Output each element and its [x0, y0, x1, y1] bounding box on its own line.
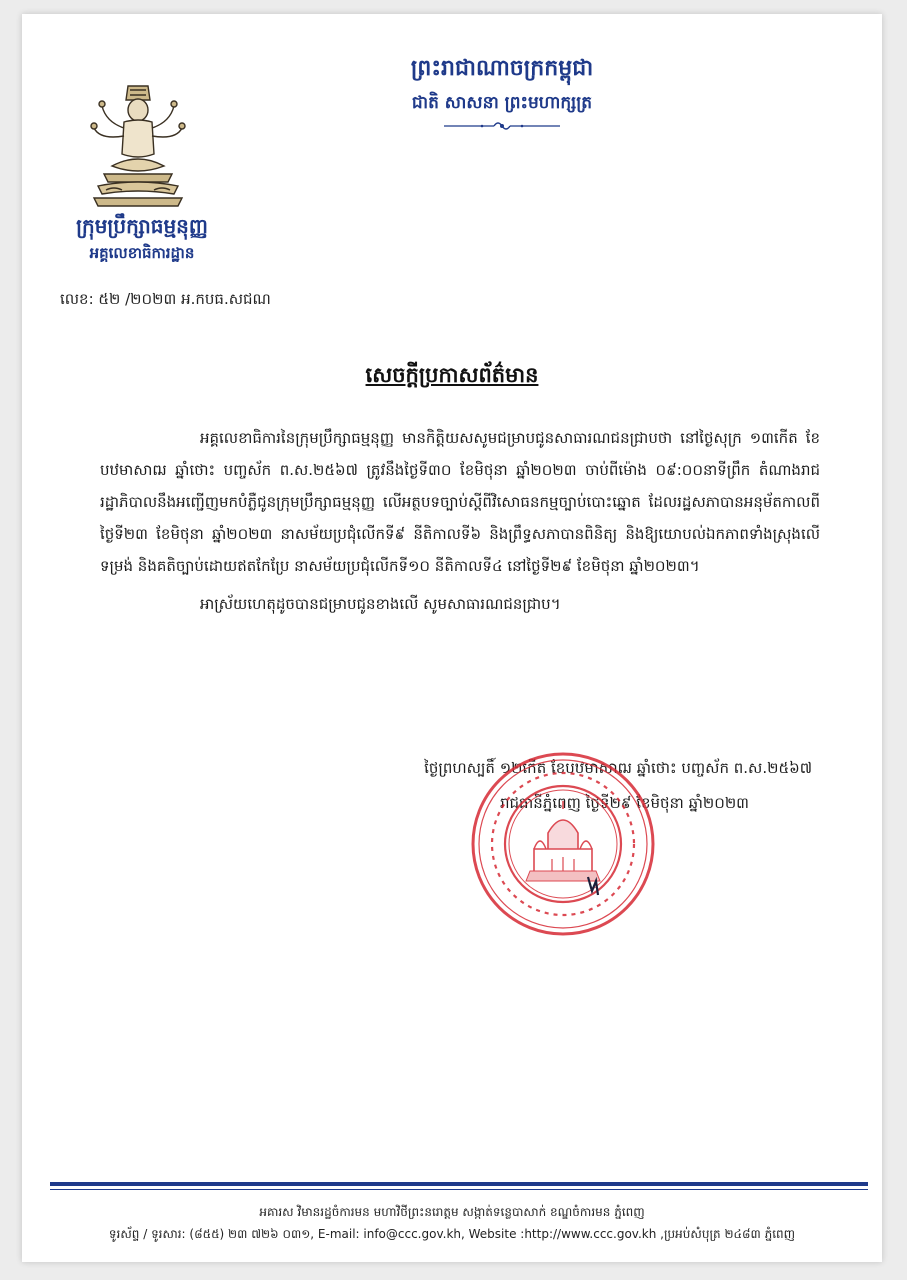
body-paragraph: អគ្គលេខាធិការនៃក្រុមប្រឹក្សាធម្មនុញ្ញ មានកិត្តិយសសូមជម្រាបជូនសាធារណជនជ្រាបថា នៅថ្ងៃសុក្រ ១៣កើត ខែបឋមាសាឍ ឆ្នាំថោះ បញ្ចស័ក ព.ស.២៥៦៧ ត្រូវនឹងថ្ងៃទី៣០ ខែមិថុនា ឆ្នាំ២០២៣ ចាប់ពីម៉ោង ០៩:០០នាទីព្រឹក តំណាងរាជរដ្ឋាភិបាលនឹងអញ្ជើញមកបំភ្លឺជូនក្រុមប្រឹក្សាធម្មនុញ្ញ លើអត្ថបទច្បាប់ស្តីពីវិសោធនកម្មច្បាប់បោះឆ្នោត ដែលរដ្ឋសភាបានអនុម័តកាលពីថ្ងៃទី២៣ ខែមិថុនា ឆ្នាំ២០២៣ នាសម័យប្រជុំលើកទី៩ នីតិកាលទី៦ និងព្រឹទ្ធសភាបានពិនិត្យ និងឱ្យយោបល់ឯកភាពទាំងស្រុងលើទម្រង់ និងគតិច្បាប់ដោយឥតកែប្រែ នាសម័យប្រជុំលើកទី១០ នីតិកាលទី៤ នៅថ្ងៃទី២៩ ខែមិថុនា ឆ្នាំ២០២៣។ — [100, 429, 820, 575]
letter-page — [22, 14, 882, 1262]
footer-divider — [50, 1182, 868, 1186]
footer-contact: ទូរស័ព្ទ / ទូរសារ: (៨៥៥) ២៣ ៧២៦ ០៣១, E-mail: info@ccc.gov.kh, Website :http://www.ccc.gov.kh ,ប្រអប់សំបុត្រ ២៤៨៣ ភ្នំពេញ — [108, 1227, 796, 1241]
council-name: ក្រុមប្រឹក្សាធម្មនុញ្ញ — [76, 214, 208, 238]
document-title: សេចក្តីប្រកាសព័ត៌មាន — [365, 363, 539, 387]
official-seal-icon — [468, 749, 658, 939]
kingdom-heading: ព្រះរាជាណាចក្រកម្ពុជា — [410, 56, 594, 81]
footer-divider — [50, 1189, 868, 1190]
body-paragraph: អាស្រ័យហេតុដូចបានជម្រាបជូនខាងលើ សូមសាធារណជនជ្រាប។ — [200, 595, 561, 613]
lunar-date: ថ្ងៃព្រហស្បតិ៍ ១២កើត ខែបឋមាសាឍ ឆ្នាំថោះ បញ្ចស័ក ព.ស.២៥៦៧ — [424, 759, 812, 777]
reference-number: លេខ: ៥២ /២០២៣ អ.កបធ.សជណ — [60, 290, 271, 308]
solar-date: រាជធានីភ្នំពេញ ថ្ងៃទី២៩ ខែមិថុនា ឆ្នាំ២០២៣ — [499, 794, 749, 812]
document-body — [100, 422, 820, 620]
divider-ornament-icon — [442, 120, 562, 132]
national-motto: ជាតិ សាសនា ព្រះមហាក្សត្រ — [411, 93, 593, 113]
apsara-emblem-icon — [84, 82, 192, 210]
footer-address: អគារស វិមានរដ្ឋចំការមន មហាវិថីព្រះនរោត្តម សង្កាត់ទន្លេបាសាក់ ខណ្ឌចំការមន ភ្នំពេញ — [259, 1205, 645, 1219]
council-department: អគ្គលេខាធិការដ្ឋាន — [89, 244, 195, 262]
